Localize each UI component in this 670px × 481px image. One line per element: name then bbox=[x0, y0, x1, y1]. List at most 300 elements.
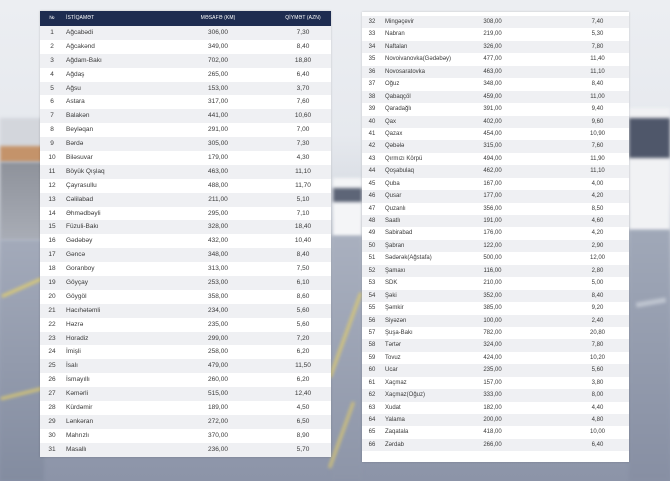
table-row bbox=[362, 203, 629, 215]
row-destination: Qazax bbox=[385, 130, 403, 137]
table-row bbox=[362, 389, 629, 401]
row-distance-km: 116,00 bbox=[483, 267, 502, 274]
table-row bbox=[362, 128, 629, 140]
row-distance-km: 324,00 bbox=[483, 342, 502, 349]
bus-station-platform bbox=[0, 162, 44, 240]
row-number: 42 bbox=[368, 143, 376, 150]
row-distance-km: 219,00 bbox=[483, 31, 502, 38]
row-price-azn: 4,50 bbox=[296, 404, 310, 412]
row-price-azn: 8,50 bbox=[591, 205, 604, 212]
row-destination: Naftalan bbox=[385, 43, 408, 50]
row-price-azn: 11,40 bbox=[590, 56, 605, 63]
table-row bbox=[362, 165, 629, 177]
row-distance-km: 326,00 bbox=[483, 43, 502, 50]
row-number: 15 bbox=[48, 223, 56, 231]
row-price-azn: 11,50 bbox=[295, 362, 311, 370]
table-row bbox=[362, 302, 629, 314]
row-price-azn: 6,40 bbox=[296, 70, 310, 78]
row-number: 39 bbox=[368, 106, 376, 113]
row-price-azn: 5,60 bbox=[296, 306, 310, 314]
row-number: 20 bbox=[48, 292, 56, 300]
table-row bbox=[362, 327, 629, 339]
row-number: 45 bbox=[368, 180, 376, 187]
row-destination: Balakən bbox=[66, 112, 90, 120]
table-row bbox=[40, 234, 331, 248]
row-number: 41 bbox=[368, 130, 376, 137]
row-number: 58 bbox=[368, 342, 376, 349]
row-price-azn: 4,20 bbox=[591, 230, 604, 237]
table-row bbox=[40, 345, 331, 359]
row-destination: Zaqatala bbox=[385, 429, 409, 436]
row-destination: Xaçmaz(Oğuz) bbox=[385, 392, 426, 399]
table-row bbox=[362, 426, 629, 438]
row-destination: Şəmkir bbox=[385, 305, 404, 312]
row-price-azn: 12,00 bbox=[589, 255, 605, 262]
row-destination: Gədəbəy bbox=[66, 237, 93, 245]
row-price-azn: 4,80 bbox=[591, 417, 604, 423]
row-destination: Şəki bbox=[385, 292, 397, 299]
row-destination: Mingəçevir bbox=[385, 19, 415, 25]
table-row bbox=[40, 95, 331, 109]
row-price-azn: 10,20 bbox=[589, 354, 605, 361]
row-price-azn: 10,40 bbox=[294, 237, 312, 245]
row-destination: İsmayıllı bbox=[66, 376, 90, 384]
row-distance-km: 402,00 bbox=[483, 118, 502, 125]
row-number: 47 bbox=[368, 205, 376, 212]
row-destination: Qabaqçöl bbox=[385, 93, 411, 100]
row-destination: Qaradağlı bbox=[385, 106, 412, 113]
table-row bbox=[362, 377, 629, 389]
row-number: 66 bbox=[368, 441, 376, 448]
row-number: 28 bbox=[48, 404, 56, 412]
table-row bbox=[362, 364, 629, 376]
row-destination: Zərdab bbox=[385, 441, 405, 448]
row-destination: Qoşabulaq bbox=[385, 168, 415, 175]
row-destination: Goranboy bbox=[66, 265, 95, 273]
row-price-azn: 7,60 bbox=[296, 98, 310, 106]
row-distance-km: 260,00 bbox=[208, 376, 228, 384]
row-number: 38 bbox=[368, 93, 376, 100]
row-distance-km: 352,00 bbox=[483, 292, 502, 299]
row-price-azn: 8,90 bbox=[296, 431, 310, 439]
row-price-azn: 8,00 bbox=[591, 392, 604, 399]
row-number: 49 bbox=[368, 230, 376, 237]
table-row bbox=[362, 315, 629, 327]
row-price-azn: 11,10 bbox=[590, 168, 605, 175]
row-distance-km: 328,00 bbox=[208, 223, 228, 231]
row-price-azn: 3,70 bbox=[296, 84, 310, 92]
row-number: 64 bbox=[368, 417, 376, 423]
row-number: 21 bbox=[48, 306, 56, 314]
table-row bbox=[40, 179, 331, 193]
row-price-azn: 6,20 bbox=[296, 348, 310, 356]
row-destination: Əhmədbəyli bbox=[66, 209, 101, 217]
row-distance-km: 494,00 bbox=[483, 155, 502, 162]
row-price-azn: 8,40 bbox=[591, 81, 604, 88]
row-number: 40 bbox=[368, 118, 376, 125]
row-destination: Gəncə bbox=[66, 251, 86, 259]
table-row bbox=[362, 439, 629, 451]
row-destination: Həzrə bbox=[66, 320, 84, 328]
row-number: 25 bbox=[48, 362, 56, 370]
row-destination: Ağdaş bbox=[66, 70, 85, 78]
row-number: 19 bbox=[48, 279, 56, 287]
row-distance-km: 391,00 bbox=[483, 106, 502, 113]
row-number: 16 bbox=[48, 237, 56, 245]
table-row bbox=[362, 103, 629, 115]
row-distance-km: 157,00 bbox=[483, 379, 502, 386]
row-destination: SDK bbox=[385, 280, 398, 287]
row-destination: Beyləqan bbox=[66, 126, 94, 134]
row-number: 4 bbox=[50, 70, 54, 78]
row-distance-km: 459,00 bbox=[483, 93, 502, 100]
row-price-azn: 4,60 bbox=[591, 218, 604, 224]
row-number: 5 bbox=[50, 84, 54, 92]
row-distance-km: 253,00 bbox=[208, 279, 228, 287]
row-price-azn: 7,60 bbox=[591, 143, 604, 150]
row-destination: İmişli bbox=[66, 348, 81, 356]
row-destination: Ağdam-Bakı bbox=[66, 56, 102, 64]
row-price-azn: 2,80 bbox=[591, 267, 604, 274]
row-price-azn: 7,30 bbox=[296, 29, 310, 36]
row-destination: Hacıhətəmli bbox=[66, 306, 101, 314]
row-price-azn: 8,40 bbox=[591, 292, 604, 299]
row-distance-km: 258,00 bbox=[208, 348, 228, 356]
bus-window bbox=[333, 188, 362, 202]
row-price-azn: 20,80 bbox=[589, 329, 605, 336]
row-number: 56 bbox=[368, 317, 376, 324]
row-number: 27 bbox=[48, 390, 56, 398]
table-row bbox=[362, 352, 629, 364]
row-destination: Qəbələ bbox=[385, 143, 405, 150]
row-number: 34 bbox=[368, 43, 376, 50]
row-destination: Masallı bbox=[66, 445, 87, 453]
row-number: 22 bbox=[48, 320, 56, 328]
row-destination: Saatlı bbox=[385, 218, 401, 224]
header-price: QİYMƏT (AZN) bbox=[285, 15, 321, 21]
table-row bbox=[362, 190, 629, 202]
table-row bbox=[362, 116, 629, 128]
table-row bbox=[362, 240, 629, 252]
row-distance-km: 462,00 bbox=[483, 168, 502, 175]
table-row bbox=[362, 265, 629, 277]
row-destination: Oğuz bbox=[385, 81, 400, 88]
table-row bbox=[362, 66, 629, 78]
table-header bbox=[40, 11, 331, 26]
row-number: 13 bbox=[48, 195, 56, 203]
row-price-azn: 18,80 bbox=[294, 56, 312, 64]
header-number: № bbox=[49, 15, 55, 21]
header-destination: İSTİQAMƏT bbox=[66, 15, 95, 21]
row-number: 1 bbox=[50, 29, 54, 36]
table-row bbox=[40, 276, 331, 290]
row-number: 2 bbox=[50, 42, 54, 50]
row-number: 6 bbox=[50, 98, 54, 106]
road-surface bbox=[629, 230, 670, 481]
table-row bbox=[40, 429, 331, 443]
row-price-azn: 6,10 bbox=[296, 279, 310, 287]
table-row bbox=[362, 277, 629, 289]
row-distance-km: 295,00 bbox=[208, 209, 228, 217]
road-surface bbox=[0, 240, 44, 481]
row-price-azn: 9,40 bbox=[591, 106, 604, 113]
row-distance-km: 317,00 bbox=[208, 98, 228, 106]
table-row bbox=[40, 373, 331, 387]
row-price-azn: 10,60 bbox=[294, 112, 312, 120]
row-destination: Tərtər bbox=[385, 342, 402, 349]
row-price-azn: 6,40 bbox=[591, 441, 604, 448]
row-price-azn: 11,10 bbox=[590, 68, 605, 75]
table-row bbox=[362, 53, 629, 65]
row-distance-km: 370,00 bbox=[208, 431, 228, 439]
row-number: 61 bbox=[368, 379, 376, 386]
row-distance-km: 182,00 bbox=[483, 404, 502, 411]
row-price-azn: 6,20 bbox=[296, 376, 310, 384]
table-row bbox=[40, 415, 331, 429]
row-distance-km: 477,00 bbox=[483, 56, 502, 63]
row-distance-km: 266,00 bbox=[483, 441, 502, 448]
row-destination: Horadiz bbox=[66, 334, 89, 342]
row-destination: Kəmərli bbox=[66, 390, 89, 398]
row-number: 12 bbox=[48, 181, 56, 189]
row-distance-km: 299,00 bbox=[208, 334, 228, 342]
row-destination: Ağcabədi bbox=[66, 29, 94, 36]
row-number: 7 bbox=[50, 112, 54, 120]
row-number: 35 bbox=[368, 56, 376, 63]
row-destination: Lənkəran bbox=[66, 417, 94, 425]
row-distance-km: 782,00 bbox=[483, 329, 502, 336]
row-number: 10 bbox=[48, 154, 56, 162]
row-number: 54 bbox=[368, 292, 376, 299]
row-price-azn: 7,40 bbox=[591, 19, 604, 25]
row-number: 44 bbox=[368, 168, 376, 175]
row-number: 33 bbox=[368, 31, 376, 38]
row-distance-km: 211,00 bbox=[208, 195, 228, 203]
row-distance-km: 463,00 bbox=[208, 167, 228, 175]
row-distance-km: 441,00 bbox=[208, 112, 228, 120]
row-destination: Qusar bbox=[385, 193, 402, 200]
row-number: 31 bbox=[48, 445, 56, 453]
row-number: 24 bbox=[48, 348, 56, 356]
row-destination: Böyük Qışlaq bbox=[66, 167, 105, 175]
table-row bbox=[40, 387, 331, 401]
table-row bbox=[40, 443, 331, 457]
row-distance-km: 424,00 bbox=[483, 354, 502, 361]
row-destination: Ağsu bbox=[66, 84, 81, 92]
price-table-left bbox=[40, 11, 331, 457]
table-row bbox=[40, 137, 331, 151]
row-number: 57 bbox=[368, 329, 376, 336]
row-distance-km: 454,00 bbox=[483, 130, 502, 137]
row-number: 30 bbox=[48, 431, 56, 439]
row-number: 43 bbox=[368, 155, 376, 162]
table-row bbox=[362, 215, 629, 227]
row-number: 48 bbox=[368, 218, 376, 224]
table-row bbox=[40, 332, 331, 346]
row-price-azn: 3,80 bbox=[591, 379, 604, 386]
table-row bbox=[40, 123, 331, 137]
row-distance-km: 234,00 bbox=[208, 306, 228, 314]
row-price-azn: 11,10 bbox=[295, 167, 311, 175]
row-distance-km: 200,00 bbox=[483, 417, 502, 423]
table-row bbox=[40, 220, 331, 234]
row-destination: Sədərək(Ağstafa) bbox=[385, 255, 432, 262]
row-price-azn: 5,10 bbox=[296, 195, 310, 203]
row-distance-km: 333,00 bbox=[483, 392, 502, 399]
row-number: 52 bbox=[368, 267, 376, 274]
row-destination: Göyçay bbox=[66, 279, 89, 287]
row-destination: Qax bbox=[385, 118, 397, 125]
row-number: 11 bbox=[48, 167, 56, 175]
bus-window bbox=[629, 118, 670, 158]
row-distance-km: 348,00 bbox=[208, 251, 228, 259]
background-building bbox=[0, 118, 44, 148]
row-distance-km: 500,00 bbox=[483, 255, 502, 262]
row-number: 9 bbox=[50, 140, 54, 148]
table-row bbox=[40, 26, 331, 40]
row-price-azn: 7,00 bbox=[296, 126, 310, 134]
row-destination: Cəlilabad bbox=[66, 195, 94, 203]
row-distance-km: 122,00 bbox=[483, 242, 502, 249]
row-price-azn: 10,90 bbox=[589, 130, 605, 137]
table-row bbox=[40, 151, 331, 165]
row-destination: İsalı bbox=[66, 362, 78, 370]
row-destination: Göygöl bbox=[66, 292, 87, 300]
table-row bbox=[40, 262, 331, 276]
table-row bbox=[40, 82, 331, 96]
row-distance-km: 235,00 bbox=[483, 367, 502, 374]
row-destination: Şabran bbox=[385, 242, 405, 249]
table-body bbox=[40, 26, 331, 457]
row-destination: Biləsuvar bbox=[66, 154, 93, 162]
table-row bbox=[40, 318, 331, 332]
row-price-azn: 5,60 bbox=[296, 320, 310, 328]
row-distance-km: 100,00 bbox=[483, 317, 502, 324]
row-distance-km: 432,00 bbox=[208, 237, 228, 245]
table-row bbox=[362, 91, 629, 103]
row-price-azn: 7,50 bbox=[296, 265, 310, 273]
row-destination: Nabran bbox=[385, 31, 405, 38]
row-distance-km: 291,00 bbox=[208, 126, 228, 134]
row-price-azn: 6,50 bbox=[296, 417, 310, 425]
row-distance-km: 272,00 bbox=[208, 417, 228, 425]
row-destination: Xaçmaz bbox=[385, 379, 407, 386]
table-row bbox=[40, 401, 331, 415]
table-row bbox=[40, 207, 331, 221]
row-distance-km: 235,00 bbox=[208, 320, 228, 328]
row-price-azn: 11,70 bbox=[295, 181, 311, 189]
table-row bbox=[362, 140, 629, 152]
row-price-azn: 4,30 bbox=[296, 154, 310, 162]
row-destination: Qırmızı Körpü bbox=[385, 155, 423, 162]
row-distance-km: 167,00 bbox=[483, 180, 502, 187]
row-distance-km: 385,00 bbox=[483, 305, 502, 312]
row-destination: Xudat bbox=[385, 404, 401, 411]
row-number: 17 bbox=[48, 251, 56, 259]
row-destination: Mahrızlı bbox=[66, 431, 90, 439]
row-number: 37 bbox=[368, 81, 376, 88]
table-row bbox=[362, 78, 629, 90]
row-number: 63 bbox=[368, 404, 376, 411]
row-number: 3 bbox=[50, 56, 54, 64]
row-distance-km: 189,00 bbox=[208, 404, 228, 412]
row-destination: Quzanlı bbox=[385, 205, 406, 212]
row-price-azn: 4,20 bbox=[591, 193, 604, 200]
row-price-azn: 7,20 bbox=[296, 334, 310, 342]
row-destination: Kürdəmir bbox=[66, 404, 93, 412]
row-distance-km: 349,00 bbox=[208, 42, 228, 50]
row-distance-km: 356,00 bbox=[483, 205, 502, 212]
row-price-azn: 9,20 bbox=[591, 305, 604, 312]
table-body bbox=[362, 16, 629, 451]
table-row bbox=[40, 109, 331, 123]
row-distance-km: 702,00 bbox=[208, 56, 228, 64]
table-row bbox=[362, 290, 629, 302]
row-destination: Tovuz bbox=[385, 354, 401, 361]
row-distance-km: 236,00 bbox=[208, 445, 228, 453]
table-row bbox=[40, 248, 331, 262]
row-distance-km: 179,00 bbox=[208, 154, 228, 162]
row-number: 62 bbox=[368, 392, 376, 399]
row-distance-km: 313,00 bbox=[208, 265, 228, 273]
row-price-azn: 12,40 bbox=[294, 390, 312, 398]
row-destination: Novosaratovka bbox=[385, 68, 426, 75]
row-distance-km: 210,00 bbox=[483, 280, 502, 287]
row-distance-km: 315,00 bbox=[483, 143, 502, 150]
row-distance-km: 418,00 bbox=[483, 429, 502, 436]
row-number: 26 bbox=[48, 376, 56, 384]
row-number: 29 bbox=[48, 417, 56, 425]
row-distance-km: 265,00 bbox=[208, 70, 228, 78]
table-row bbox=[362, 41, 629, 53]
table-row bbox=[40, 290, 331, 304]
table-row bbox=[362, 28, 629, 40]
row-destination: Bərdə bbox=[66, 140, 84, 148]
row-number: 50 bbox=[368, 242, 376, 249]
row-destination: Sabirabad bbox=[385, 230, 413, 237]
table-row bbox=[362, 16, 629, 28]
row-price-azn: 8,40 bbox=[296, 42, 310, 50]
row-price-azn: 7,80 bbox=[591, 43, 604, 50]
row-price-azn: 10,00 bbox=[589, 429, 605, 436]
row-number: 23 bbox=[48, 334, 56, 342]
row-number: 32 bbox=[368, 19, 376, 25]
row-price-azn: 4,00 bbox=[591, 180, 604, 187]
row-distance-km: 305,00 bbox=[208, 140, 228, 148]
table-row bbox=[40, 165, 331, 179]
row-distance-km: 479,00 bbox=[208, 362, 228, 370]
row-price-azn: 7,80 bbox=[591, 342, 604, 349]
row-destination: Siyəzən bbox=[385, 317, 407, 324]
row-destination: Füzuli-Bakı bbox=[66, 223, 99, 231]
table-row bbox=[40, 68, 331, 82]
row-distance-km: 176,00 bbox=[483, 230, 502, 237]
bus-silhouette bbox=[333, 178, 362, 236]
table-row bbox=[362, 402, 629, 414]
row-price-azn: 2,90 bbox=[591, 242, 604, 249]
row-price-azn: 5,70 bbox=[296, 445, 310, 453]
row-destination: Şuşa-Bakı bbox=[385, 329, 413, 336]
row-destination: Ucar bbox=[385, 367, 398, 374]
table-row bbox=[362, 178, 629, 190]
row-price-azn: 11,90 bbox=[590, 155, 605, 162]
row-number: 18 bbox=[48, 265, 56, 273]
price-table-right bbox=[362, 12, 629, 462]
row-number: 60 bbox=[368, 367, 376, 374]
table-row bbox=[40, 359, 331, 373]
row-distance-km: 177,00 bbox=[483, 193, 502, 200]
table-row bbox=[362, 252, 629, 264]
